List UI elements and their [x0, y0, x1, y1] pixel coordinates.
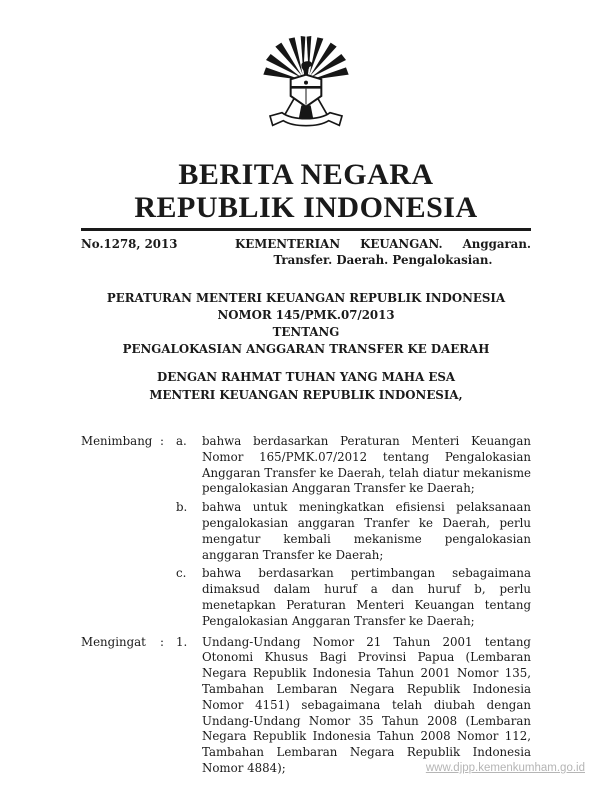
- menimbang-item-a: [176, 434, 531, 497]
- issue-subject-line2: Transfer. Daerah. Pengalokasian.: [273, 252, 493, 267]
- invocation-block: [81, 369, 531, 404]
- clauses: [81, 434, 531, 777]
- item-marker: 1.: [176, 634, 188, 649]
- regulation-title: PERATURAN MENTERI KEUANGAN REPUBLIK INDONESIA: [106, 291, 506, 305]
- masthead-divider-rule: [81, 228, 531, 231]
- issue-subject-line1: KEMENTERIAN KEUANGAN. Anggaran.: [235, 237, 531, 251]
- item-marker: a.: [176, 434, 187, 448]
- masthead-title-line2: REPUBLIK INDONESIA: [134, 191, 478, 224]
- issue-subject: [235, 237, 531, 268]
- issue-number: No.1278, 2013: [81, 237, 178, 251]
- regulation-subject: PENGALOKASIAN ANGGARAN TRANSFER KE DAERAH: [122, 342, 490, 356]
- invocation-line: DENGAN RAHMAT TUHAN YANG MAHA ESA: [157, 370, 455, 384]
- regulation-title-block: [81, 290, 531, 358]
- gazette-issue-row: [81, 237, 531, 268]
- section-mengingat-colon: :: [160, 634, 164, 649]
- mengingat-items: [176, 635, 531, 777]
- item-marker: b.: [176, 500, 188, 515]
- item-text: Undang-Undang Nomor 21 Tahun 2001 tentang Otonomi Khusus Bagi Provinsi Papua (Lembaran Negara Republik Indonesia Tahun 2001 Nomor 135, Tambahan Lembaran Negara Republik Indonesia Nomor 4151) sebagaimana telah diubah dengan Undang-Undang Nomor 35 Tahun 2008 (Lembaran Negara Republik Indonesia Tahun 2008 Nomor 112, Tambahan Lembaran Negara Republik Indonesia Nomor 4884);: [202, 634, 531, 775]
- item-marker: c.: [176, 566, 187, 581]
- section-menimbang-label: Menimbang: [81, 434, 153, 448]
- menimbang-items: [176, 434, 531, 630]
- menimbang-item-c: [176, 566, 531, 629]
- regulation-number: NOMOR 145/PMK.07/2013: [217, 308, 395, 322]
- authority-line: MENTERI KEUANGAN REPUBLIK INDONESIA,: [149, 387, 463, 402]
- regulation-tentang: TENTANG: [272, 325, 340, 339]
- section-mengingat-label: Mengingat: [81, 634, 146, 649]
- section-menimbang: [81, 434, 531, 630]
- item-text: bahwa untuk meningkatkan efisiensi pelaksanaan pengalokasian anggaran Tranfer ke Daerah, perlu mengatur kembali mekanisme pengalokasian anggaran Transfer ke Daerah;: [202, 500, 531, 562]
- menimbang-item-b: [176, 500, 531, 563]
- section-menimbang-colon: :: [160, 434, 164, 448]
- garuda-emblem-svg: [259, 36, 353, 136]
- masthead-title-line1: BERITA NEGARA: [178, 158, 434, 191]
- item-text: bahwa berdasarkan Peraturan Menteri Keuangan Nomor 165/PMK.07/2012 tentang Pengalokasian Anggaran Transfer ke Daerah, telah diatur mekanisme pengalokasian Anggaran Transfer ke Daerah;: [202, 434, 531, 496]
- garuda-pancasila-emblem: [81, 36, 531, 140]
- section-mengingat: [81, 635, 531, 777]
- footer-watermark-link[interactable]: www.djpp.kemenkumham.go.id: [425, 762, 585, 774]
- item-text: bahwa berdasarkan pertimbangan sebagaimana dimaksud dalam huruf a dan huruf b, perlu menetapkan Peraturan Menteri Keuangan tentang Pengalokasian Anggaran Transfer ke Daerah;: [202, 566, 531, 628]
- mengingat-item-1: [176, 635, 531, 777]
- masthead-title: [81, 158, 531, 224]
